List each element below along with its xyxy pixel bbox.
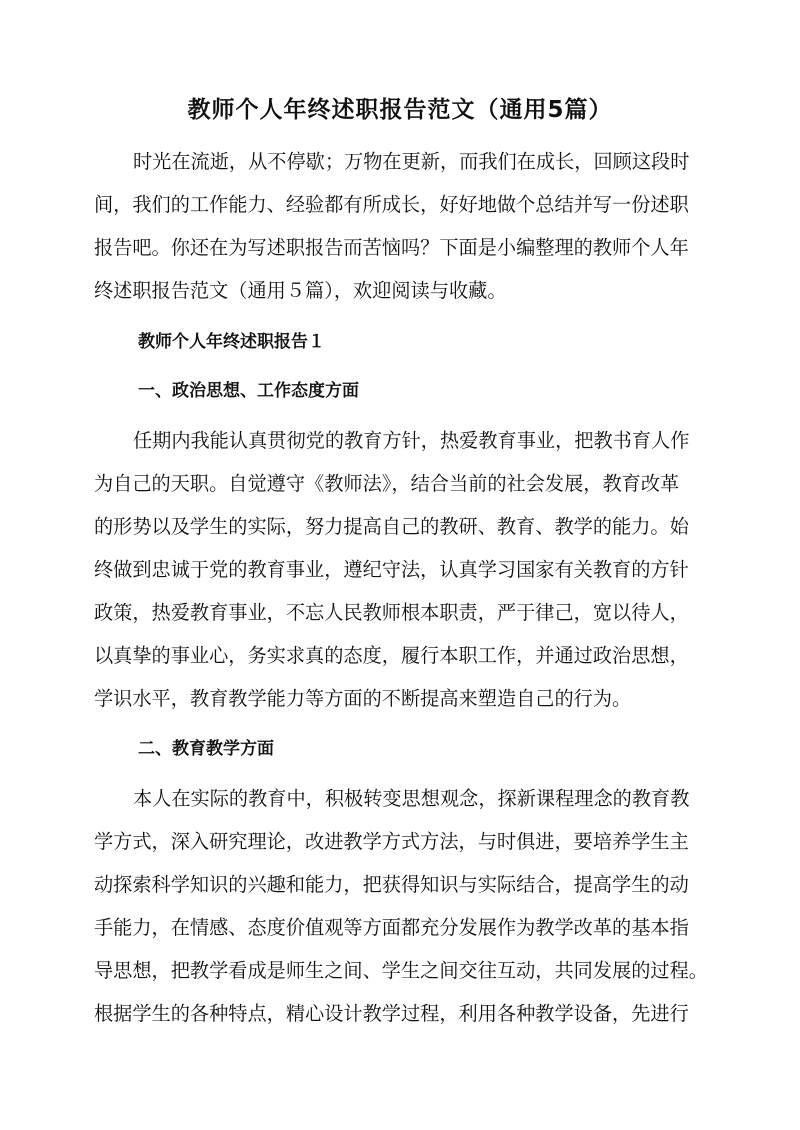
document-title: 教师个人年终述职报告范文（通用5篇） <box>187 97 613 123</box>
section2-line-4: 手能力，在情感、态度价值观等方面都充分发展作为教学改革的基本指 <box>94 916 689 939</box>
section2-line-6: 根据学生的各种特点，精心设计教学过程，利用各种教学设备，先进行 <box>94 1002 689 1025</box>
section1-line-7: 学识水平，教育教学能力等方面的不断提高来塑造自己的行为。 <box>94 687 632 710</box>
section1-line-1: 任期内我能认真贯彻党的教育方针，热爱教育事业，把教书育人作 <box>133 429 690 452</box>
intro-line-1: 时光在流逝，从不停歇；万物在更新，而我们在成长，回顾这段时 <box>133 150 690 173</box>
section2-line-1: 本人在实际的教育中，积极转变思想观念，探新课程理念的教育教 <box>133 787 690 810</box>
section1-line-4: 终做到忠诚于党的教育事业，遵纪守法，认真学习国家有关教育的方针 <box>94 558 689 581</box>
section1-line-3: 的形势以及学生的实际，努力提高自己的教研、教育、教学的能力。始 <box>94 515 689 538</box>
section1-heading: 一、政治思想、工作态度方面 <box>138 381 359 401</box>
section1-line-2: 为自己的天职。自觉遵守《教师法》，结合当前的社会发展，教育改革 <box>94 472 680 495</box>
section2-heading: 二、教育教学方面 <box>138 739 274 759</box>
section2-line-5: 导思想，把教学看成是师生之间、学生之间交往互动，共同发展的过程。 <box>94 959 708 982</box>
intro-line-4: 终述职报告范文（通用５篇），欢迎阅读与收藏。 <box>94 279 507 302</box>
section1-line-6: 以真挚的事业心，务实求真的态度，履行本职工作，并通过政治思想， <box>94 644 689 667</box>
section2-line-3: 动探索科学知识的兴趣和能力，把获得知识与实际结合，提高学生的动 <box>94 873 689 896</box>
report-title: 教师个人年终述职报告１ <box>138 332 325 352</box>
section2-line-2: 学方式，深入研究理论，改进教学方式方法，与时俱进，要培养学生主 <box>94 830 689 853</box>
intro-line-3: 报告吧。你还在为写述职报告而苦恼吗？下面是小编整理的教师个人年 <box>94 236 689 259</box>
section1-line-5: 政策，热爱教育事业，不忘人民教师根本职责，严于律己，宽以待人， <box>94 601 689 624</box>
intro-line-2: 间，我们的工作能力、经验都有所成长，好好地做个总结并写一份述职 <box>94 193 689 216</box>
